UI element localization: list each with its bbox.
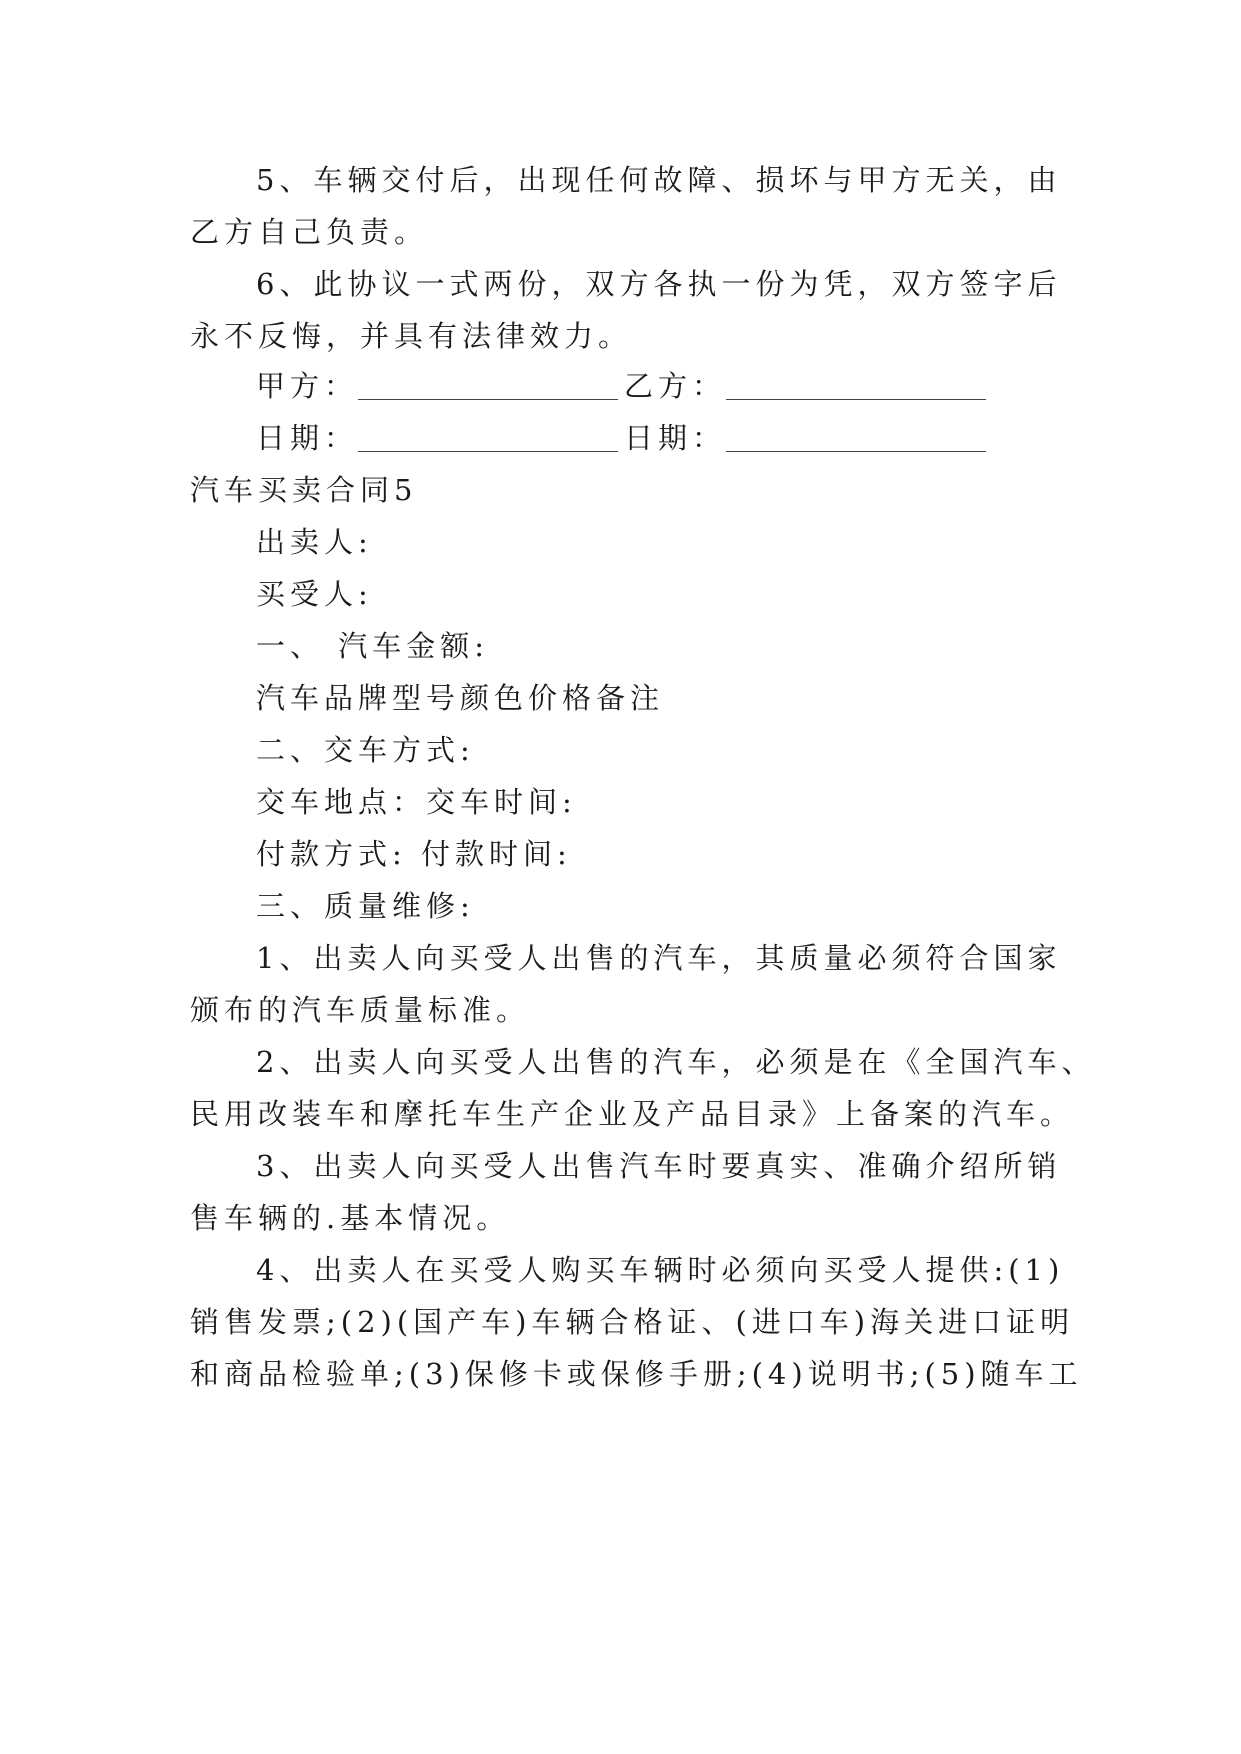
party-a-signature-line (358, 373, 618, 400)
clause-5-line-1: 5、车辆交付后，出现任何故障、损坏与甲方无关，由 (256, 163, 1062, 197)
party-b-signature-line (726, 373, 986, 400)
signature-row-dates (256, 418, 992, 458)
item-1-line-2: 颁布的汽车质量标准。 (190, 993, 531, 1027)
section-3-heading: 三、质量维修: (256, 889, 475, 923)
clause-6-line-2: 永不反悔，并具有法律效力。 (190, 319, 633, 353)
delivery-line: 交车地点：交车时间: (256, 785, 577, 819)
section-1-heading: 一、 汽车金额: (256, 629, 489, 663)
item-3-line-1: 3、出卖人向买受人出售汽车时要真实、准确介绍所销 (256, 1149, 1062, 1183)
item-2-line-1: 2、出卖人向买受人出售的汽车，必须是在《全国汽车、 (256, 1045, 1096, 1079)
buyer-label: 买受人: (256, 577, 373, 611)
party-b-label: 乙方： (624, 369, 727, 403)
item-4-line-2: 销售发票;(2)(国产车)车辆合格证、(进口车)海关进口证明 (190, 1305, 1075, 1339)
item-2-line-2: 民用改装车和摩托车生产企业及产品目录》上备案的汽车。 (190, 1097, 1075, 1131)
date-a-line (358, 425, 618, 452)
date-b-line (726, 425, 986, 452)
vehicle-table-header: 汽车品牌型号颜色价格备注 (256, 681, 665, 715)
item-3-line-2: 售车辆的.基本情况。 (190, 1201, 511, 1235)
party-a-label: 甲方： (256, 369, 359, 403)
signature-row-parties (256, 366, 992, 406)
item-4-line-3: 和商品检验单;(3)保修卡或保修手册;(4)说明书;(5)随车工 (190, 1357, 1083, 1391)
payment-line: 付款方式: 付款时间: (256, 837, 572, 871)
item-4-line-1: 4、出卖人在买受人购买车辆时必须向买受人提供:(1) (256, 1253, 1065, 1287)
item-1-line-1: 1、出卖人向买受人出售的汽车，其质量必须符合国家 (256, 941, 1062, 975)
seller-label: 出卖人: (256, 525, 373, 559)
date-b-label: 日期： (624, 421, 727, 455)
section-2-heading: 二、交车方式: (256, 733, 475, 767)
date-a-label: 日期： (256, 421, 359, 455)
contract-5-title: 汽车买卖合同5 (190, 473, 418, 507)
clause-5-line-2: 乙方自己负责。 (190, 215, 429, 249)
clause-6-line-1: 6、此协议一式两份，双方各执一份为凭，双方签字后 (256, 267, 1062, 301)
